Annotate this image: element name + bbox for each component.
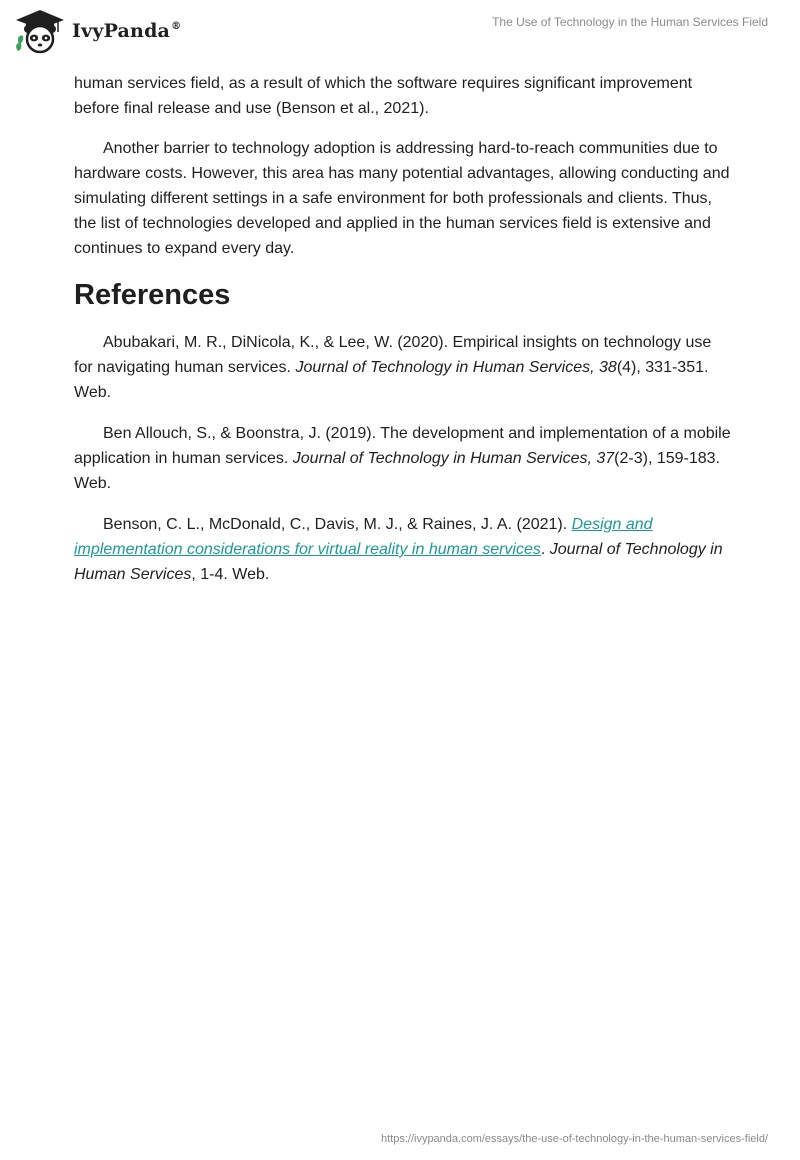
reference-item: Ben Allouch, S., & Boonstra, J. (2019). The development and implementation of a mobile application in human services. Journal of Technology in Human Services, 37(2-3), 159-183. Web. (74, 425, 731, 492)
journal-title: Journal of Technology in Human Services, 38 (295, 359, 617, 376)
body-paragraph: Another barrier to technology adoption is addressing hard-to-reach communities due to hardware costs. However, this area has many potential advantages, allowing conducting and simulating different settings in a safe environment for both professionals and clients. Thus, the list of technologies developed and applied in the human services field is extensive and continues to expand every day. (74, 140, 730, 257)
essay-content (74, 71, 734, 603)
reference-link[interactable]: Design and implementation considerations for virtual reality in human services (74, 516, 653, 558)
body-paragraph: human services field, as a result of which the software requires significant improvement before final release and use (Benson et al., 2021). (74, 75, 693, 117)
page-header (0, 0, 800, 64)
reference-item: Abubakari, M. R., DiNicola, K., & Lee, W. (2020). Empirical insights on technology use for navigating human services. Journal of Technology in Human Services, 38(4), 331-351. Web. (74, 334, 712, 401)
ivypanda-logo[interactable] (14, 8, 181, 54)
footer-url[interactable]: https://ivypanda.com/essays/the-use-of-technology-in-the-human-services-field/ (380, 1133, 768, 1145)
journal-title: Journal of Technology in Human Services, 37 (292, 450, 615, 467)
reference-item: Benson, C. L., McDonald, C., Davis, M. J., & Raines, J. A. (2021). Design and implementation considerations for virtual reality in human services. Journal of Technology in Human Services, 1-4. Web. (74, 516, 723, 583)
panda-graduate-icon (14, 8, 66, 54)
references-heading: References (74, 279, 231, 311)
brand-name: IvyPanda® (72, 20, 182, 42)
journal-title: Journal of Technology in Human Services (74, 541, 723, 583)
document-title: The Use of Technology in the Human Services Field (492, 15, 768, 29)
